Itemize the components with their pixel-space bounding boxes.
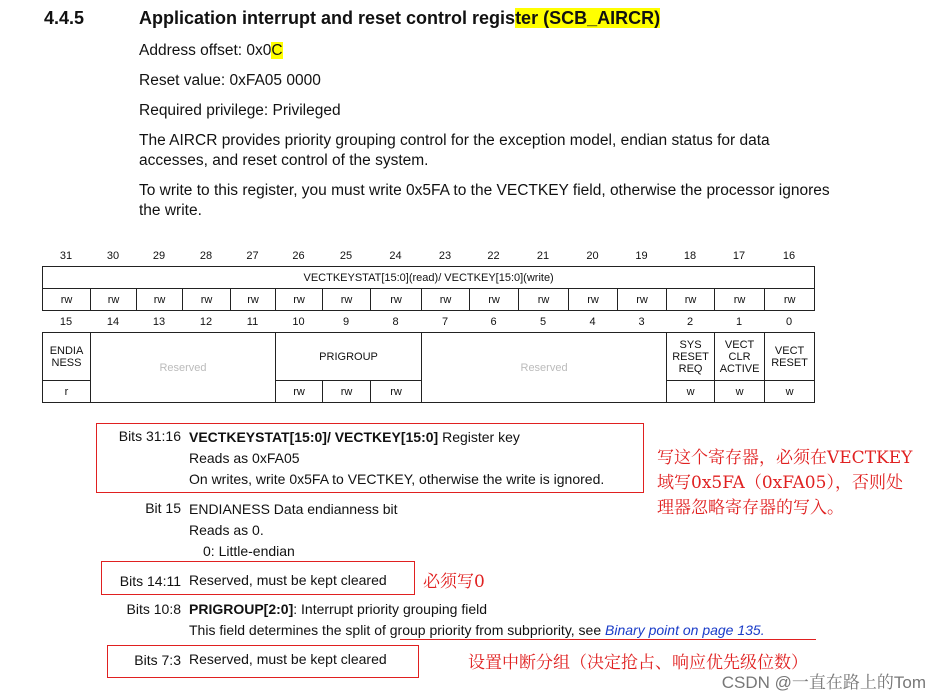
access-cell: w <box>715 381 765 403</box>
bit-number: 10 <box>292 316 305 328</box>
title-part-highlighted: ter (SCB_AIRCR) <box>515 8 661 28</box>
bit-number: 6 <box>490 316 497 328</box>
bit-number: 16 <box>782 250 796 262</box>
annotation-note-vectkey: 写这个寄存器，必须在VECTKEY域写0x5FA（0xFA05），否则处理器忽略寄存器的写入。 <box>657 448 913 518</box>
bit-number: 23 <box>438 250 452 262</box>
bit-number: 25 <box>339 250 353 262</box>
address-offset-text: Address offset: 0x0 <box>139 42 272 59</box>
bits-31-16-line3: On writes, write 0x5FA to VECTKEY, otherwise the write is ignored. <box>189 471 605 487</box>
annotation-box-reserved-14-11 <box>101 561 415 595</box>
bit-number: 26 <box>292 250 305 262</box>
bit-number: 1 <box>735 316 743 328</box>
bit-15-label: Bit 15 <box>145 500 181 516</box>
bit-number: 22 <box>487 250 500 262</box>
access-cell: rw <box>519 289 569 311</box>
bit-number: 15 <box>59 316 73 328</box>
access-cell: rw <box>715 289 765 311</box>
bit-number: 13 <box>152 316 166 328</box>
reserved-field-2: Reserved <box>422 333 667 403</box>
access-cell: rw <box>323 381 371 403</box>
access-cell: rw <box>91 289 137 311</box>
access-cell: rw <box>371 381 422 403</box>
binary-point-link[interactable]: Binary point on page 135 <box>605 622 761 638</box>
reserved-field-1: Reserved <box>91 333 276 403</box>
access-cell: rw <box>422 289 470 311</box>
access-cell: rw <box>765 289 815 311</box>
bit-15-line1: ENDIANESS Data endianness bit <box>189 501 398 517</box>
reset-value: Reset value: 0xFA05 0000 <box>139 72 321 89</box>
bits-7-3-label: Bits 7:3 <box>134 652 181 668</box>
watermark: CSDN @一直在路上的Tom <box>721 673 926 692</box>
bit-15-line3: 0: Little-endian <box>203 543 295 559</box>
bit-number: 3 <box>638 316 645 328</box>
bit-number: 5 <box>539 316 547 328</box>
register-lower-table <box>42 332 815 403</box>
write-note-paragraph: To write to this register, you must write 0x5FA to the VECTKEY field, otherwise the processor ignores the write. <box>139 182 830 219</box>
bits-14-11-description: Reserved, must be kept cleared <box>189 572 387 588</box>
access-cell: rw <box>667 289 715 311</box>
annotation-note-must-write-zero: 必须写0 <box>423 572 485 592</box>
address-offset <box>139 41 839 61</box>
link-period: . <box>760 622 765 638</box>
bit-number: 19 <box>635 250 648 262</box>
bit-number: 0 <box>785 316 793 328</box>
endianess-field: ENDIA NESS <box>43 333 91 381</box>
access-cell: rw <box>618 289 667 311</box>
bits-10-8-label: Bits 10:8 <box>126 601 181 617</box>
bit-number: 29 <box>152 250 166 262</box>
annotation-note-prigroup: 设置中断分组（决定抢占、响应优先级位数） <box>468 653 808 673</box>
bit-number: 17 <box>732 250 746 262</box>
access-cell: rw <box>276 289 323 311</box>
field-name: VECTKEYSTAT[15:0]/ VECTKEY[15:0] <box>189 429 439 445</box>
bit-number: 21 <box>536 250 550 262</box>
access-cell: rw <box>276 381 323 403</box>
description-paragraph: The AIRCR provides priority grouping control for the exception model, endian status for data accesses, and reset control of the system. <box>139 132 770 169</box>
register-upper-table <box>42 266 815 311</box>
annotation-box-vectkey <box>96 423 644 493</box>
bit-number: 18 <box>683 250 697 262</box>
access-cell: rw <box>371 289 422 311</box>
bits-31-16-line2: Reads as 0xFA05 <box>189 450 300 466</box>
bit-number: 8 <box>392 316 399 328</box>
field-name: PRIGROUP[2:0] <box>189 601 294 617</box>
section-title <box>139 8 660 29</box>
bit-number: 11 <box>246 316 259 328</box>
access-cell: rw <box>470 289 519 311</box>
bits-7-3-description: Reserved, must be kept cleared <box>189 651 387 667</box>
bit-number: 2 <box>686 316 694 328</box>
sysresetreq-field: SYS RESET REQ <box>667 333 715 381</box>
address-offset-highlight: C <box>271 42 283 59</box>
bit-number: 28 <box>199 250 213 262</box>
access-cell: rw <box>183 289 231 311</box>
bits-14-11-label: Bits 14:11 <box>119 573 181 589</box>
bits-10-8-text: This field determines the split of group priority from subpriority, see <box>189 622 606 638</box>
bit-number: 20 <box>586 250 599 262</box>
bits-31-16-label: Bits 31:16 <box>118 428 181 444</box>
access-cell: w <box>765 381 815 403</box>
field-summary: : Interrupt priority grouping field <box>293 601 487 617</box>
vectclractive-field: VECT CLR ACTIVE <box>715 333 765 381</box>
bits-10-8-description <box>189 599 765 641</box>
vectkey-field: VECTKEYSTAT[15:0](read)/ VECTKEY[15:0](write) <box>43 267 815 289</box>
bit-number: 24 <box>389 250 402 262</box>
annotation-box-reserved-7-3 <box>107 645 419 678</box>
bit-number: 30 <box>106 250 120 262</box>
access-cell: rw <box>569 289 618 311</box>
bit-number: 31 <box>59 250 73 262</box>
bit-15-line2: Reads as 0. <box>189 522 264 538</box>
access-cell: rw <box>231 289 276 311</box>
title-part-a: Application interrupt and reset control regis <box>139 8 516 28</box>
access-cell: rw <box>43 289 91 311</box>
bits-10-8-line2 <box>189 620 765 641</box>
vectreset-field: VECT RESET <box>765 333 815 381</box>
access-cell: rw <box>137 289 183 311</box>
bit-15-description <box>189 499 398 562</box>
bit-number: 14 <box>106 316 120 328</box>
bit-number: 9 <box>342 316 350 328</box>
access-cell: r <box>43 381 91 403</box>
bit-number: 27 <box>246 250 259 262</box>
bit-number: 7 <box>441 316 449 328</box>
access-cell: rw <box>323 289 371 311</box>
bit-number: 12 <box>199 316 213 328</box>
bits-10-8-line1 <box>189 599 765 620</box>
prigroup-field: PRIGROUP <box>276 333 422 381</box>
section-number: 4.4.5 <box>44 8 85 28</box>
field-summary: Register key <box>438 429 520 445</box>
bit-number: 4 <box>589 316 596 328</box>
annotation-underline <box>400 639 816 640</box>
required-privilege: Required privilege: Privileged <box>139 102 341 119</box>
access-cell: w <box>667 381 715 403</box>
